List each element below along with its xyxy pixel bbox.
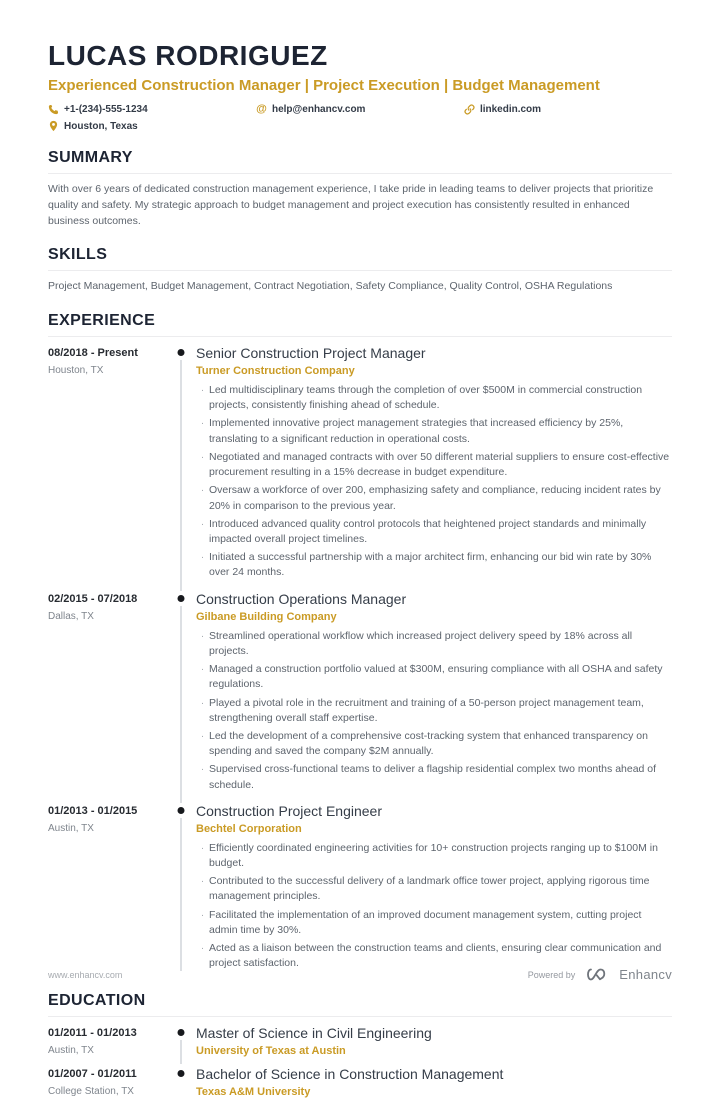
- contact-linkedin-text: linkedin.com: [479, 103, 542, 115]
- entry-location: Dallas, TX: [48, 610, 94, 622]
- entry-content: [196, 591, 672, 796]
- resume-header: [48, 40, 672, 132]
- bullet-dot-icon: ·: [200, 484, 205, 497]
- job-bullet: · Contributed to the successful delivery of a landmark office tower project, applying rigorous time management principles.: [196, 874, 672, 904]
- contact-location-text: Houston, Texas: [64, 120, 138, 132]
- job-bullet: · Played a pivotal role in the recruitment and training of a 50-person project management team, strengthening overall staff expertise.: [196, 696, 672, 726]
- bullet-dot-icon: ·: [200, 763, 205, 776]
- contact-location: [48, 120, 256, 132]
- school-name: Texas A&M University: [196, 1085, 311, 1098]
- bullet-dot-icon: ·: [200, 729, 205, 742]
- job-bullet: · Initiated a successful partnership with a major architect firm, enhancing our bid win rate by 30% over 24 months.: [196, 550, 672, 580]
- job-bullet: · Efficiently coordinated engineering activities for 10+ construction projects ranging up to $100M in budget.: [196, 841, 672, 871]
- job-bullet: · Oversaw a workforce of over 200, emphasizing safety and compliance, reducing incident rates by 20% in comparison to the previous year.: [196, 483, 672, 513]
- bullet-dot-icon: ·: [200, 942, 205, 955]
- link-icon: [464, 103, 475, 115]
- location-icon: [48, 120, 59, 132]
- entry-dates: 01/2013 - 01/2015: [48, 804, 138, 817]
- entry-dates: 08/2018 - Present: [48, 347, 138, 359]
- timeline-column: [166, 1066, 196, 1098]
- enhancv-logo-icon: [583, 967, 611, 982]
- section-heading-skills: SKILLS: [48, 246, 672, 271]
- entry-dates: 01/2007 - 01/2011: [48, 1067, 137, 1080]
- job-bullet: · Acted as a liaison between the construction teams and clients, ensuring clear communication and project satisfaction.: [196, 941, 672, 971]
- entry-meta: [48, 345, 166, 584]
- entry-meta: [48, 591, 166, 796]
- bullet-dot-icon: ·: [200, 875, 205, 888]
- headline-tagline: Experienced Construction Manager | Project Execution | Budget Management: [48, 77, 600, 94]
- experience-entry: [48, 345, 672, 584]
- job-bullet: · Managed a construction portfolio valued at $300M, ensuring compliance with all OSHA and safety regulations.: [196, 662, 672, 692]
- brand-wordmark: Enhancv: [619, 967, 672, 982]
- timeline-line: [180, 818, 182, 971]
- job-title: Senior Construction Project Manager: [196, 345, 426, 361]
- entry-content: [196, 1066, 672, 1098]
- section-heading-education: EDUCATION: [48, 992, 672, 1017]
- timeline-dot: [178, 349, 185, 356]
- section-heading-summary: SUMMARY: [48, 149, 672, 174]
- timeline-dot: [178, 1029, 185, 1036]
- page-footer: [48, 967, 672, 982]
- entry-content: [196, 1025, 672, 1057]
- phone-icon: [48, 103, 59, 115]
- entry-dates: 01/2011 - 01/2013: [48, 1026, 137, 1039]
- timeline-dot: [178, 807, 185, 814]
- bullet-dot-icon: ·: [200, 696, 205, 709]
- experience-list: [48, 345, 672, 975]
- timeline-line: [180, 606, 182, 803]
- timeline-dot: [178, 595, 185, 602]
- education-entry: [48, 1025, 672, 1057]
- job-bullet: · Led multidisciplinary teams through the completion of over $500M in commercial construction projects, consistently finishing ahead of schedule.: [196, 383, 672, 413]
- entry-location: College Station, TX: [48, 1085, 134, 1097]
- job-bullet: · Implemented innovative project management strategies that increased efficiency by 25%, translating to a significant reduction in operational costs.: [196, 416, 672, 446]
- job-bullet: · Negotiated and managed contracts with over 50 different material suppliers to ensure cost-effective procurement resulting in a 15% decrease in budget expenditure.: [196, 450, 672, 480]
- contact-linkedin[interactable]: [464, 103, 672, 115]
- skills-text: Project Management, Budget Management, Contract Negotiation, Safety Compliance, Quality Control, OSHA Regulations: [48, 280, 613, 293]
- entry-location: Austin, TX: [48, 1044, 94, 1056]
- education-list: [48, 1025, 672, 1098]
- timeline-dot: [178, 1070, 185, 1077]
- education-entry: [48, 1066, 672, 1098]
- bullet-dot-icon: ·: [200, 663, 205, 676]
- summary-text: With over 6 years of dedicated construction management experience, I take pride in leading teams to deliver projects that prioritize quality and safety. My strategic approach to budget management and project execution has consistently resulted in enhanced business outcomes.: [48, 183, 654, 227]
- job-bullet: · Facilitated the implementation of an improved document management system, cutting project admin time by 30%.: [196, 908, 672, 938]
- job-bullet: · Supervised cross-functional teams to deliver a flagship residential complex two months ahead of schedule.: [196, 762, 672, 792]
- contact-phone-text: +1-(234)-555-1234: [64, 103, 148, 115]
- bullet-dot-icon: ·: [200, 517, 205, 530]
- bullet-dot-icon: ·: [200, 629, 205, 642]
- contact-email[interactable]: [256, 103, 464, 115]
- entry-content: [196, 345, 672, 584]
- email-icon: @: [256, 102, 267, 115]
- timeline-line: [180, 360, 182, 591]
- bullet-dot-icon: ·: [200, 841, 205, 854]
- bullet-dot-icon: ·: [200, 450, 205, 463]
- job-title: Construction Operations Manager: [196, 590, 407, 607]
- footer-site-url[interactable]: www.enhancv.com: [48, 969, 123, 980]
- bullet-dot-icon: ·: [200, 384, 205, 396]
- degree-title: Master of Science in Civil Engineering: [196, 1024, 432, 1041]
- entry-meta: [48, 803, 166, 975]
- candidate-name: LUCAS RODRIGUEZ: [48, 40, 328, 71]
- degree-title: Bachelor of Science in Construction Management: [196, 1065, 504, 1082]
- timeline-column: [166, 345, 196, 584]
- bullet-dot-icon: ·: [200, 551, 205, 564]
- bullet-dot-icon: ·: [200, 908, 205, 921]
- experience-entry: [48, 591, 672, 796]
- company-name: Bechtel Corporation: [196, 822, 302, 835]
- timeline-column: [166, 803, 196, 975]
- powered-by-label: Powered by: [527, 969, 576, 980]
- job-bullet: · Led the development of a comprehensive cost-tracking system that enhanced transparency on spending and saved the company $2M annually.: [196, 729, 672, 759]
- school-name: University of Texas at Austin: [196, 1044, 346, 1057]
- entry-content: [196, 803, 672, 975]
- powered-by-badge: [528, 967, 672, 982]
- experience-entry: [48, 803, 672, 975]
- timeline-column: [166, 591, 196, 796]
- contact-phone: [48, 103, 256, 115]
- company-name: Gilbane Building Company: [196, 610, 337, 623]
- contact-row: [48, 103, 672, 132]
- bullet-dot-icon: ·: [200, 417, 205, 430]
- entry-meta: [48, 1025, 166, 1057]
- section-heading-experience: EXPERIENCE: [48, 312, 672, 337]
- contact-email-text: help@enhancv.com: [271, 103, 366, 115]
- timeline-column: [166, 1025, 196, 1057]
- job-title: Construction Project Engineer: [196, 802, 382, 819]
- timeline-line: [180, 1040, 182, 1064]
- job-bullet: · Streamlined operational workflow which increased project delivery speed by 18% across all projects.: [196, 629, 672, 659]
- job-bullet: · Introduced advanced quality control protocols that heightened project standards and minimally impacted overall project timelines.: [196, 517, 672, 547]
- entry-meta: [48, 1066, 166, 1098]
- company-name: Turner Construction Company: [196, 365, 355, 377]
- entry-location: Houston, TX: [48, 365, 104, 376]
- entry-dates: 02/2015 - 07/2018: [48, 592, 138, 605]
- entry-location: Austin, TX: [48, 822, 94, 834]
